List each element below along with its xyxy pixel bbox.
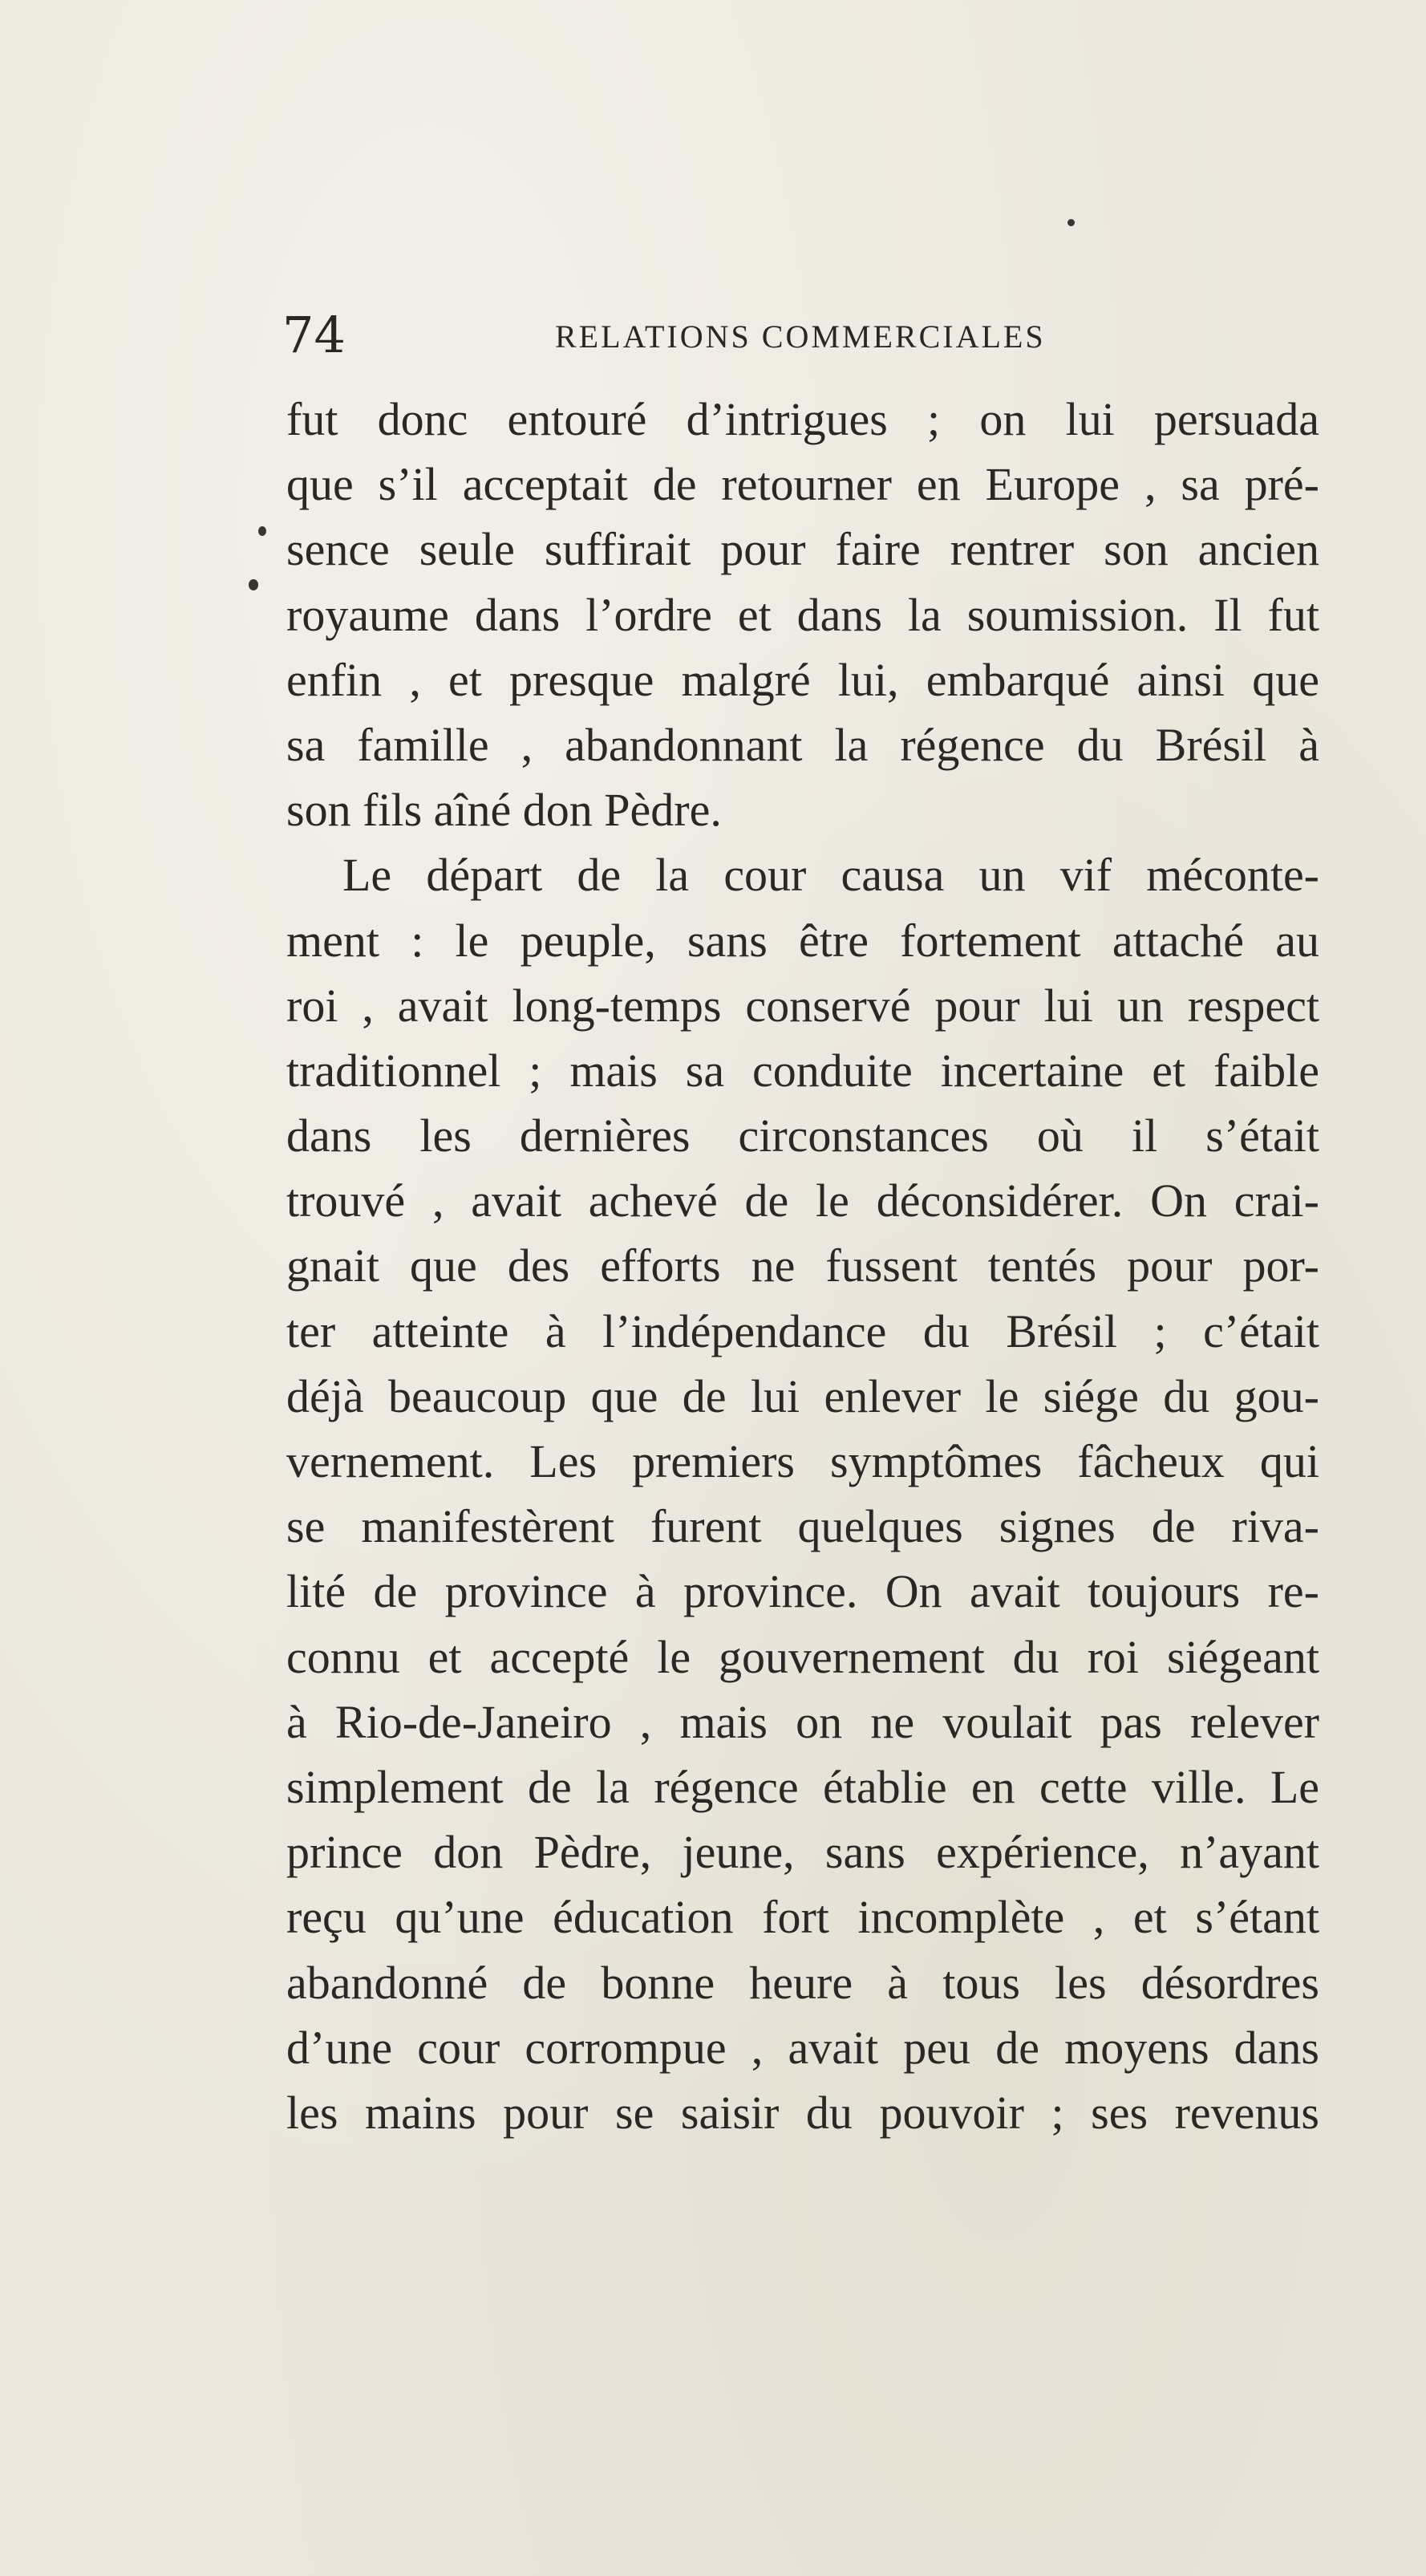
text-line: simplement de la régence établie en cette ville. Le — [286, 1760, 1319, 1813]
text-line: sence seule suffirait pour faire rentrer son ancien — [286, 523, 1319, 576]
text-line: abandonné de bonne heure à tous les désordres — [286, 1956, 1319, 2009]
text-line: que s’il acceptait de retourner en Europe , sa pré- — [286, 458, 1319, 511]
ink-speck — [258, 526, 266, 536]
text-line: trouvé , avait achevé de le déconsidérer. On crai- — [286, 1174, 1319, 1227]
text-line: reçu qu’une éducation fort incomplète , et s’étant — [286, 1891, 1319, 1944]
text-line: sa famille , abandonnant la régence du Brésil à — [286, 718, 1319, 771]
body-text — [286, 387, 1319, 2145]
text-line: prince don Pèdre, jeune, sans expérience, n’ayant — [286, 1826, 1319, 1879]
text-line: les mains pour se saisir du pouvoir ; ses revenus — [286, 2086, 1319, 2139]
text-line: se manifestèrent furent quelques signes de riva- — [286, 1500, 1319, 1553]
text-line: traditionnel ; mais sa conduite incertaine et faible — [286, 1044, 1319, 1097]
text-line: ter atteinte à l’indépendance du Brésil ; c’était — [286, 1304, 1319, 1357]
text-line: royaume dans l’ordre et dans la soumission. Il fut — [286, 588, 1319, 641]
ink-speck — [1067, 219, 1075, 226]
text-line: enfin , et presque malgré lui, embarqué ainsi que — [286, 653, 1319, 706]
text-line: fut donc entouré d’intrigues ; on lui persuada — [286, 393, 1319, 445]
page-header — [282, 303, 1044, 367]
running-head: RELATIONS COMMERCIALES — [555, 318, 1046, 355]
text-line: connu et accepté le gouvernement du roi siégeant — [286, 1630, 1319, 1683]
text-line: gnait que des efforts ne fussent tentés pour por- — [286, 1239, 1319, 1292]
page-number: 74 — [282, 306, 346, 364]
text-line: ment : le peuple, sans être fortement attaché au — [286, 914, 1319, 967]
text-line: Le départ de la cour causa un vif méconte- — [342, 849, 1319, 902]
text-line: lité de province à province. On avait toujours re- — [286, 1565, 1319, 1618]
text-line: roi , avait long-temps conservé pour lui un respect — [286, 979, 1319, 1032]
text-line: d’une cour corrompue , avait peu de moyens dans — [286, 2021, 1319, 2074]
ink-speck — [249, 579, 258, 590]
text-line: vernement. Les premiers symptômes fâcheux qui — [286, 1435, 1319, 1487]
text-line: déjà beaucoup que de lui enlever le siége du gou- — [286, 1369, 1319, 1422]
text-line: son fils aîné don Pèdre. — [286, 784, 722, 837]
text-line: dans les dernières circonstances où il s’était — [286, 1110, 1319, 1162]
text-line: à Rio-de-Janeiro , mais on ne voulait pas relever — [286, 1695, 1319, 1748]
